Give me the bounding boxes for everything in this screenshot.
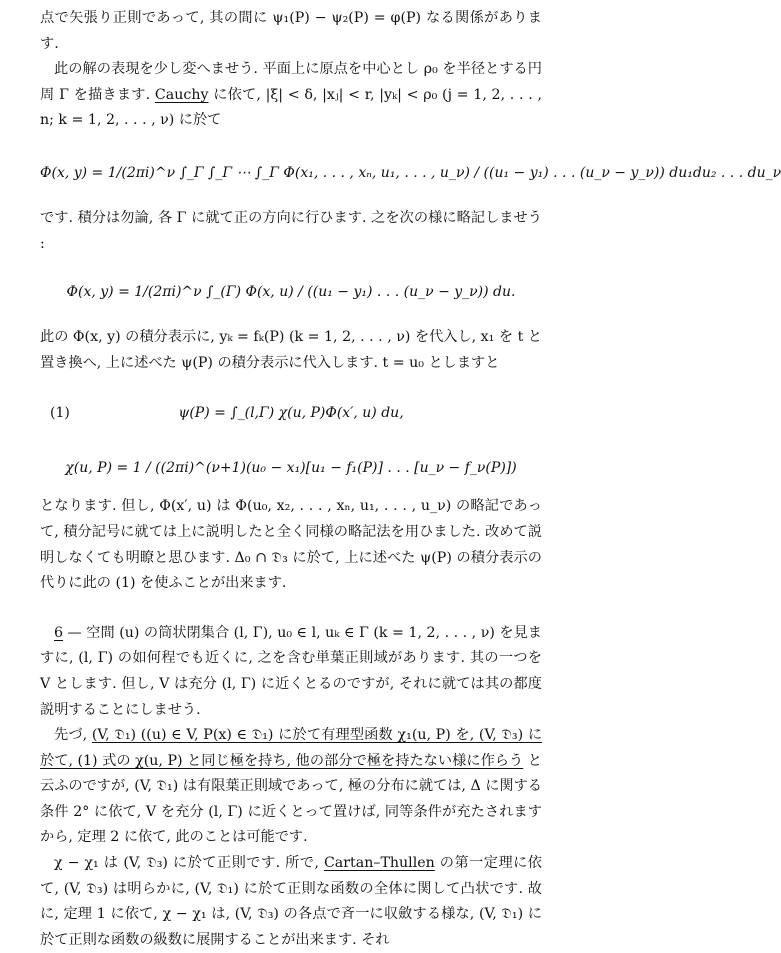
paragraph-4: 此の Φ(x, y) の積分表示に, yₖ = fₖ(P) (k = 1, 2, . . . , ν) を代入し, x₁ を t と置き換へ, 上に述べた ψ(P) の積分表示に代入します. t = u₀ としますと [40,329,542,371]
section-number: 6 [54,624,64,641]
paragraph-8-text-a: χ − χ₁ は (V, 𝔇₃) に於て正則です. 所で, [54,855,319,872]
paragraph-7 [40,723,542,851]
paragraph-8-text-b: の第一定理に依て, (V, 𝔇₃) は明らかに, (V, 𝔇₁) に於て正則な函数の全体に関して凸状です. 故に, 定理 1 に依て, χ − χ₁ は, (V, 𝔇₃) の各点で斉一に収斂する様な, (V, 𝔇₁) に於て正則な函数の級数に展開することが出来ます. それ [40,855,542,948]
section-gap [40,597,542,621]
equation-1-body: ψ(P) = ∫_(l,Γ) χ(u, P)Φ(x′, u) du, [178,405,404,422]
cauchy-reference: Cauchy [154,86,209,103]
paragraph-2-text-b: に依て, |ξ| < δ, |xⱼ| < r, |yₖ| < ρ₀ (j = 1, 2, . . . , n; k = 1, 2, . . . , ν) に於て [40,86,543,129]
paragraph-3: です. 積分は勿論, 各 Γ に就て正の方向に行ひます. 之を次の様に略記しませう : [40,209,542,252]
paragraph-7-text-a: 先づ, [54,727,88,744]
paragraph-5: となります. 但し, Φ(x′, u) は Φ(u₀, x₂, . . . , xₙ, u₁, . . . , u_ν) の略記であって, 積分記号に就ては上に説明したと全く同様の略記法を用ひました. 改めて説明しなくても明瞭と思ひます. Δ₀ ∩ 𝔇₃ に於て, 上に述べた ψ(P) の積分表示の代りに此の (1) を使ふことが出来ます. [40,498,542,592]
equation-chi-definition: χ(u, P) = 1 / ((2πi)^(ν+1)(u₀ − x₁)[u₁ − f₁(P)] . . . [u_ν − f_ν(P)]) [65,460,517,477]
paragraph-2-text-a: 此の解の表現を少し変へませう. 平面上に原点を中心とし ρ₀ を半径とする円周 Γ を描きます. [40,61,542,103]
paragraph-6-text: — 空間 (u) の筒状閉集合 (l, Γ), u₀ ∈ l, uₖ ∈ Γ (k = 1, 2, . . . , ν) を見ますに, (l, Γ) の如何程でも近くに, 之を含む単葉正則域があります. 其の一つを V とします. 但し, V は充分 (l, Γ) に近くとるのですが, それに就ては其の都度説明することにしませう. [40,624,542,718]
paragraph-1: 点で矢張り正則であって, 其の間に ψ₁(P) − ψ₂(P) = φ(P) なる関係があります. [40,10,542,52]
equation-number: (1) [50,405,70,422]
equation-phi-abbreviated: Φ(x, y) = 1/(2πi)^ν ∫_(Γ) Φ(x, u) / ((u₁ − y₁) . . . (u_ν − y_ν)) du. [66,284,516,301]
paragraph-7-underlined: (V, 𝔇₁) ((u) ∈ V, P(x) ∈ 𝔇₁) に於て有理型函数 χ₁(u, P) を, (V, 𝔇₃) に於て, (1) 式の χ(u, P) と同じ極を持ち, 他の部分で極を持たない様に作らう [40,727,543,769]
equation-1-psi [40,384,542,442]
cartan-thullen-reference: Cartan–Thullen [323,855,435,872]
paragraph-8 [40,851,542,953]
paragraph-2 [40,57,542,134]
paragraph-7-text-b: と云ふのですが, (V, 𝔇₁) は有限葉正則域であって, 極の分布に就ては, Δ に関する条件 2° に依て, V を充分 (l, Γ) に近くとって置けば, 同等条件が充たされますから, 定理 2 に依て, 此のことは可能です. [40,752,542,846]
equation-phi-multiple-integral: Φ(x, y) = 1/(2πi)^ν ∫_Γ ∫_Γ ⋯ ∫_Γ Φ(x₁, . . . , xₙ, u₁, . . . , u_ν) / ((u₁ − y₁) . . . (u_ν − y_ν)) du₁du₂ . . . du_ν [40,164,781,181]
paragraph-6 [40,621,542,723]
